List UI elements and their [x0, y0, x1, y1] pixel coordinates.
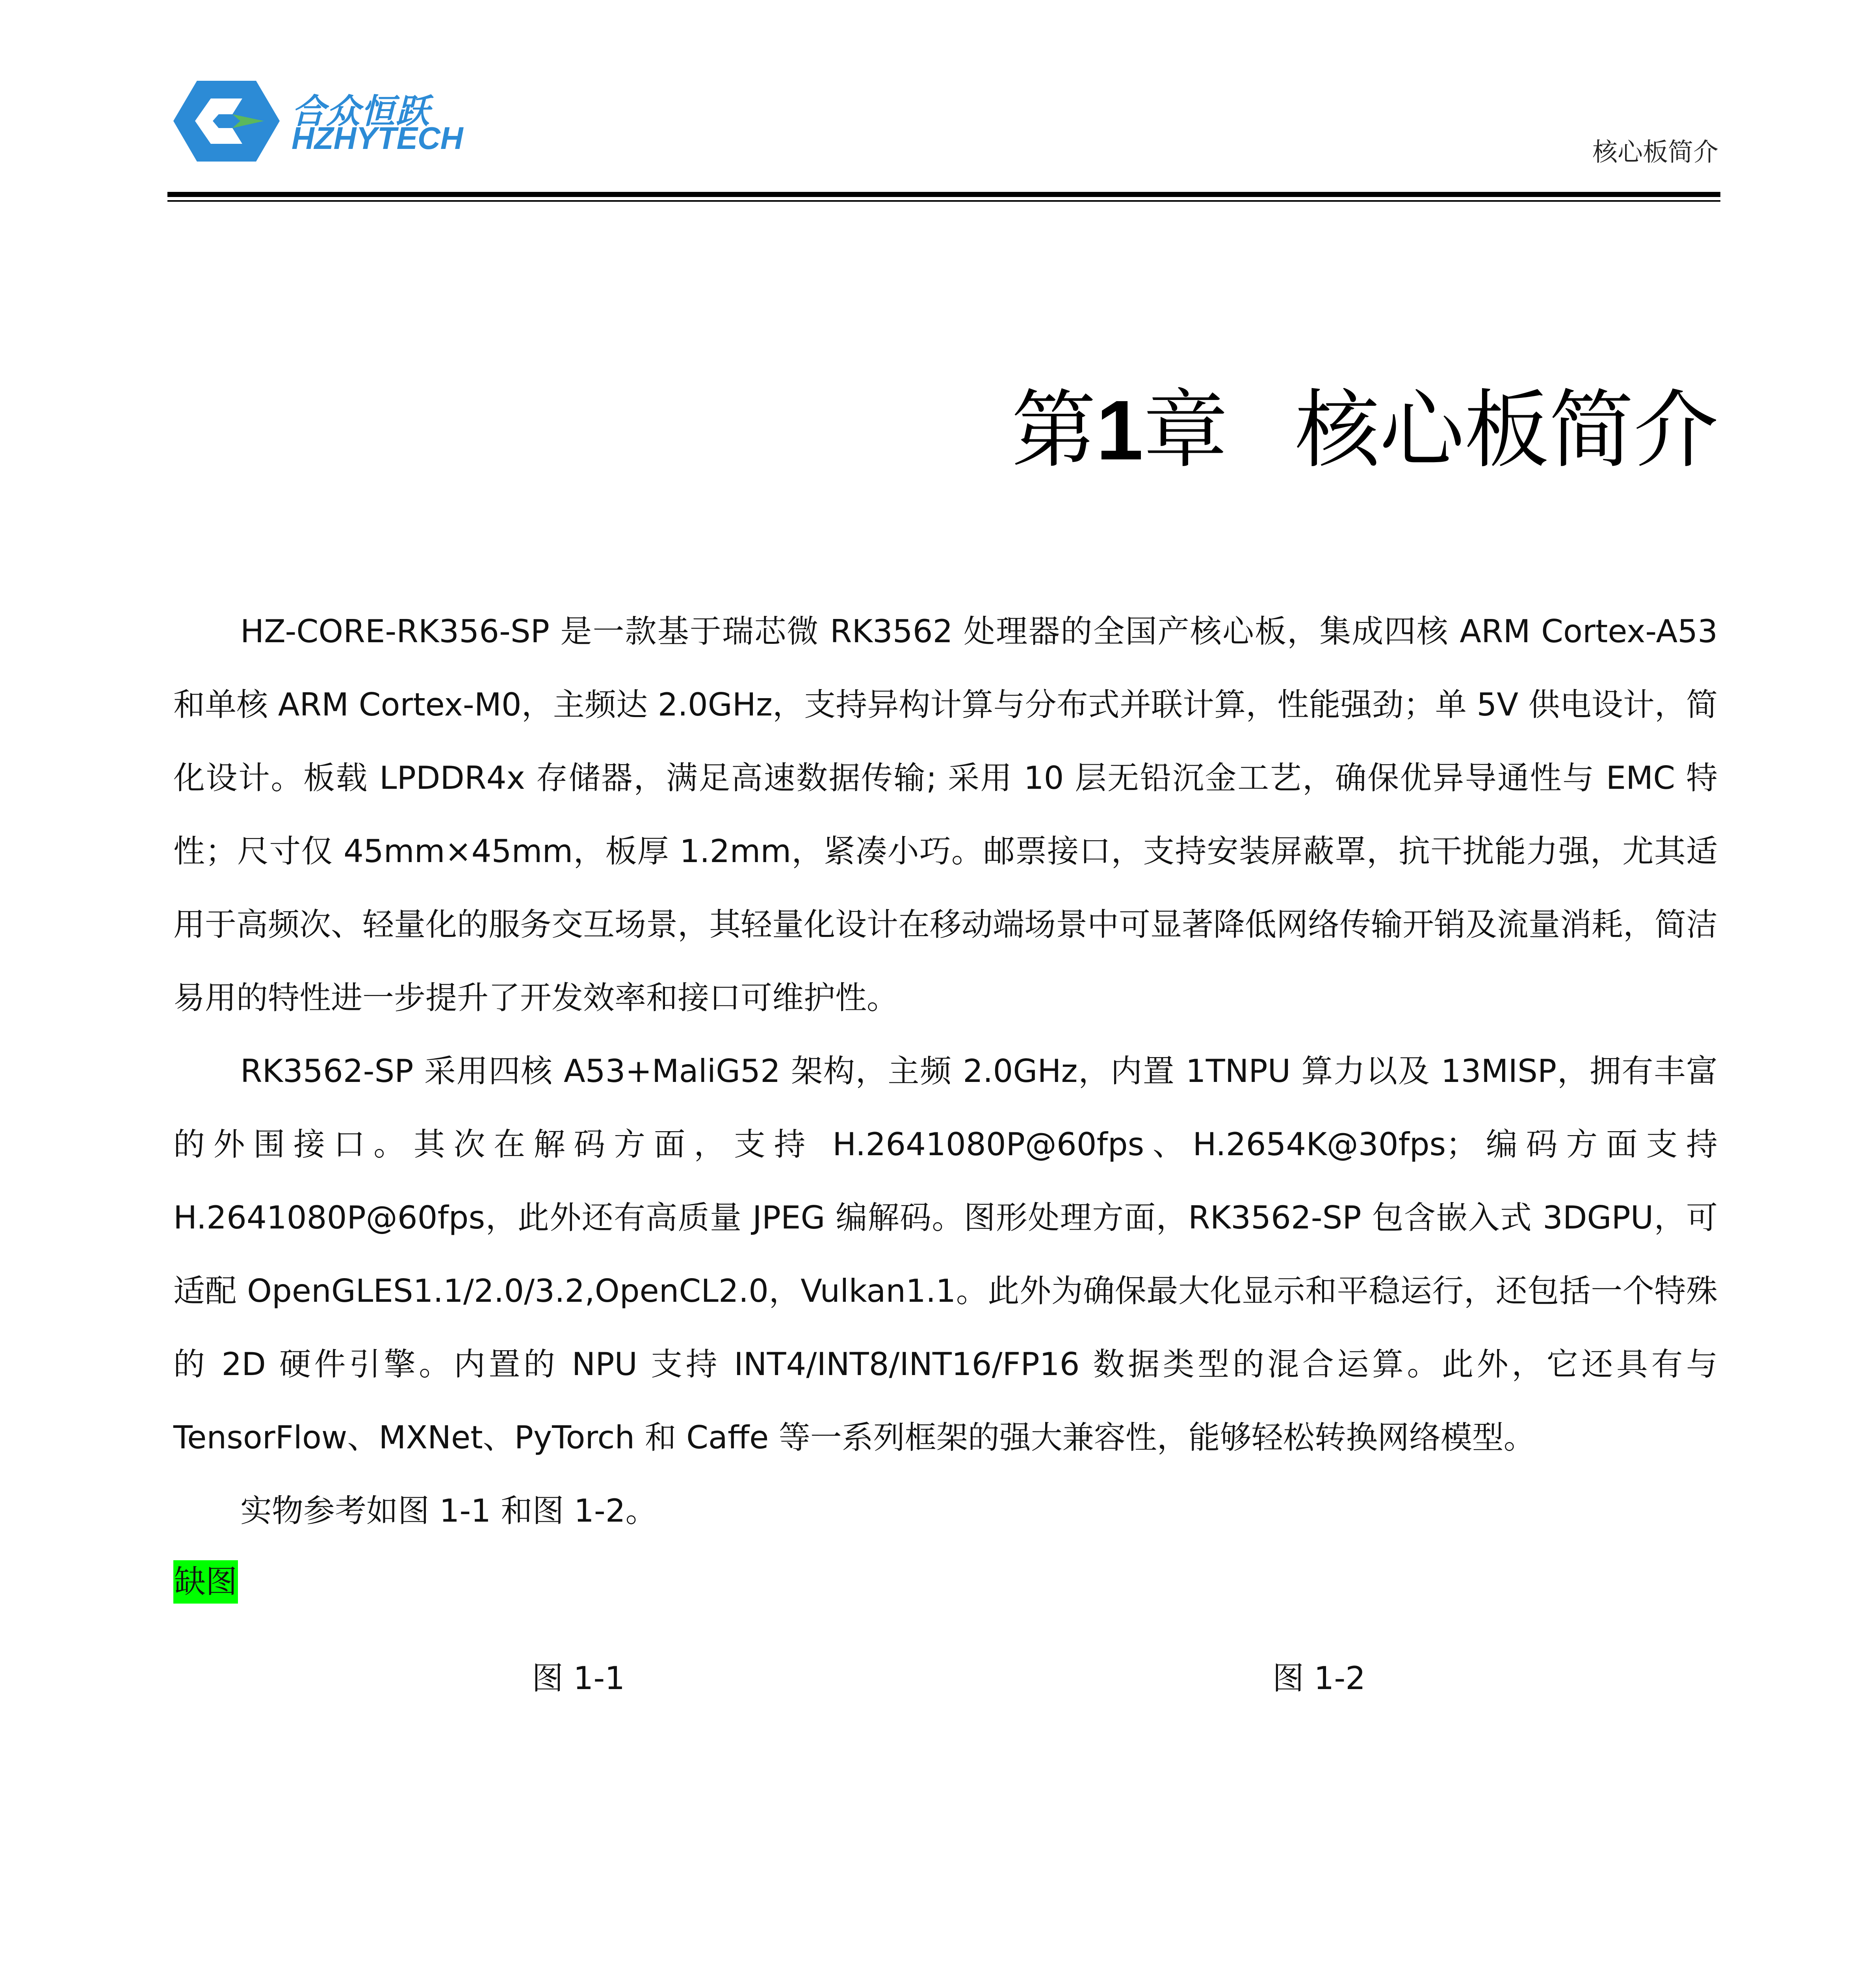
- chapter-number: 1: [1096, 383, 1143, 478]
- chapter-title-text: 核心板简介: [1295, 381, 1718, 479]
- missing-image-placeholder: 缺图: [173, 1560, 238, 1604]
- paragraph-architecture: RK3562-SP 采用四核 A53+MaliG52 架构，主频 2.0GHz，内置 1TNPU 算力以及 13MISP，拥有丰富的外围接口。其次在解码方面，支持 H.2641080P@60fps、H.2654K@30fps；编码方面支持 H.2641080P@60fps，此外还有高质量 JPEG 编解码。图形处理方面，RK3562-SP 包含嵌入式 3DGPU，可适配 OpenGLES1.1/2.0/3.2,OpenCL2.0，Vulkan1.1。此外为确保最大化显示和平稳运行，还包括一个特殊的 2D 硬件引擎。内置的 NPU 支持 INT4/INT8/INT16/FP16 数据类型的混合运算。此外，它还具有与 TensorFlow、MXNet、PyTorch 和 Caffe 等一系列框架的强大兼容性，能够轻松转换网络模型。: [173, 1053, 1718, 1456]
- header-rule-thick: [167, 192, 1720, 197]
- header-section-title: 核心板简介: [1592, 138, 1718, 167]
- logo-english-text: HZHYTECH: [292, 121, 463, 156]
- logo-chinese-text: 合众恒跃: [292, 92, 430, 131]
- chapter-heading: [1011, 362, 1718, 484]
- figure-caption-2: 图 1-2: [1272, 1660, 1366, 1697]
- logo-mark-icon: [173, 81, 280, 162]
- paragraph-figure-reference: 实物参考如图 1-1 和图 1-2。: [240, 1492, 657, 1529]
- chapter-suffix: 章: [1143, 381, 1228, 479]
- figure-caption-1: 图 1-1: [532, 1660, 625, 1697]
- header-rule-thin: [167, 200, 1720, 202]
- company-logo: [173, 81, 465, 162]
- paragraph-intro: HZ-CORE-RK356-SP 是一款基于瑞芯微 RK3562 处理器的全国产核心板，集成四核 ARM Cortex-A53 和单核 ARM Cortex-M0，主频达 2.0GHz，支持异构计算与分布式并联计算，性能强劲；单 5V 供电设计，简化设计。板载 LPDDR4x 存储器，满足高速数据传输; 采用 10 层无铅沉金工艺，确保优异导通性与 EMC 特性；尺寸仅 45mm×45mm，板厚 1.2mm，紧凑小巧。邮票接口，支持安装屏蔽罩，抗干扰能力强，尤其适用于高频次、轻量化的服务交互场景，其轻量化设计在移动端场景中可显著降低网络传输开销及流量消耗，简洁易用的特性进一步提升了开发效率和接口可维护性。: [173, 613, 1718, 1016]
- chapter-prefix: 第: [1011, 381, 1096, 479]
- body-content: [173, 595, 1718, 1548]
